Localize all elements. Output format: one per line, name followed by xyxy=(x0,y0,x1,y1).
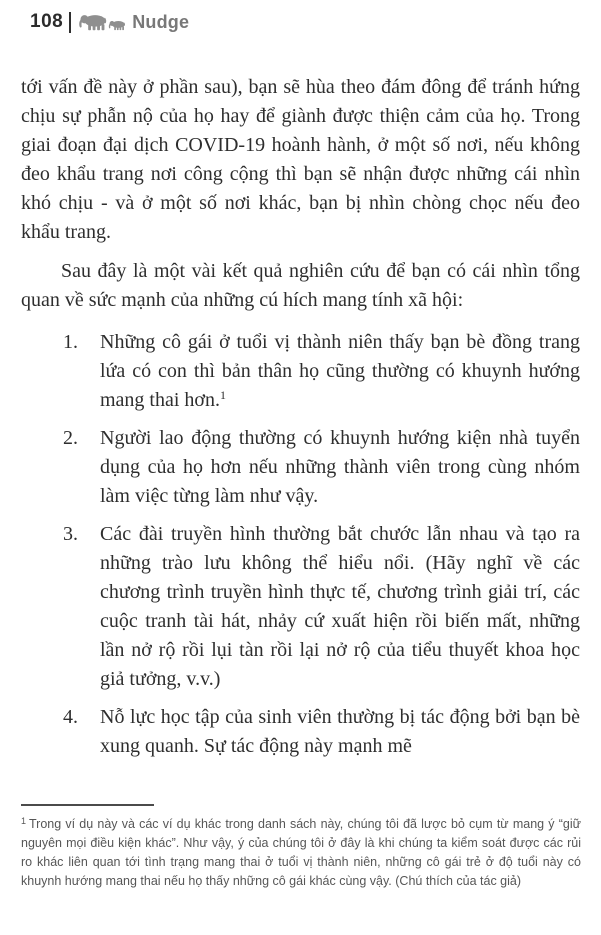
page-footer xyxy=(21,804,581,891)
list-item-4 xyxy=(63,703,580,761)
list-item-2 xyxy=(63,424,580,511)
list-number: 1. xyxy=(63,331,78,353)
list-item-1 xyxy=(63,328,580,415)
list-text-content: Những cô gái ở tuổi vị thành niên thấy bạn bè đồng trang lứa có con thì bản thân họ cũng thường có khuynh hướng mang thai hơn. xyxy=(100,331,580,411)
elephants-icon xyxy=(78,13,126,32)
footnote-separator xyxy=(21,804,154,806)
list-text-content: Nỗ lực học tập của sinh viên thường bị tác động bởi bạn bè xung quanh. Sự tác động này mạnh mẽ xyxy=(100,706,580,757)
header-divider xyxy=(69,12,71,33)
list-text xyxy=(100,328,580,415)
footnote-text: Trong ví dụ này và các ví dụ khác trong danh sách này, chúng tôi đã lược bỏ cụm từ mang ý “giữ nguyên mọi điều kiện khác”. Như vậy, ý của chúng tôi ở đây là khi chúng ta kiểm soát được các rủi ro khác liên quan tới tình trạng mang thai ở tuổi vị thành niên, những cô gái trẻ ở độ tuổi này có khuynh hướng mang thai nếu họ thấy những cô gái khác cùng vậy. (Chú thích của tác giả) xyxy=(21,817,581,888)
page-header xyxy=(30,11,189,33)
list-text-content: Các đài truyền hình thường bắt chước lẫn nhau và tạo ra những trào lưu không thể hiểu nổi. (Hãy nghĩ về các chương trình truyền hình thực tế, chương trình giải trí, các cuộc tranh tài hát, nhảy cứ xuất hiện rồi biến mất, những lần nở rộ rồi lụi tàn rồi lại nở rộ của tiểu thuyết khoa học giả tưởng, v.v.) xyxy=(100,523,580,690)
list-number: 4. xyxy=(63,706,78,728)
paragraph-1: tới vấn đề này ở phần sau), bạn sẽ hùa theo đám đông để tránh hứng chịu sự phẫn nộ của họ hay để giành được thiện cảm của họ. Trong giai đoạn đại dịch COVID-19 hoành hành, ở một số nơi, nếu không đeo khẩu trang nơi công cộng thì bạn sẽ nhận được những cái nhìn khó chịu - và ở một số nơi khác, bạn bị nhìn chòng chọc nếu đeo khẩu trang. xyxy=(21,76,580,243)
list-text xyxy=(100,520,580,694)
book-title: Nudge xyxy=(132,11,190,32)
numbered-list xyxy=(21,328,580,761)
list-text-content: Người lao động thường có khuynh hướng kiện nhà tuyển dụng của họ hơn nếu những thành viên trong cùng nhóm làm việc từng làm như vậy. xyxy=(100,427,580,507)
list-number: 2. xyxy=(63,427,78,449)
list-text xyxy=(100,703,580,761)
page-content xyxy=(21,73,580,761)
footnote-marker: 1 xyxy=(21,816,27,826)
list-item-3 xyxy=(63,520,580,694)
page-number: 108 xyxy=(30,11,64,32)
footnote-ref: 1 xyxy=(220,388,226,402)
paragraph-2: Sau đây là một vài kết quả nghiên cứu để bạn có cái nhìn tổng quan về sức mạnh của những cú hích mang tính xã hội: xyxy=(21,260,580,311)
list-number: 3. xyxy=(63,523,78,545)
footnote xyxy=(21,815,581,891)
list-text xyxy=(100,424,580,511)
